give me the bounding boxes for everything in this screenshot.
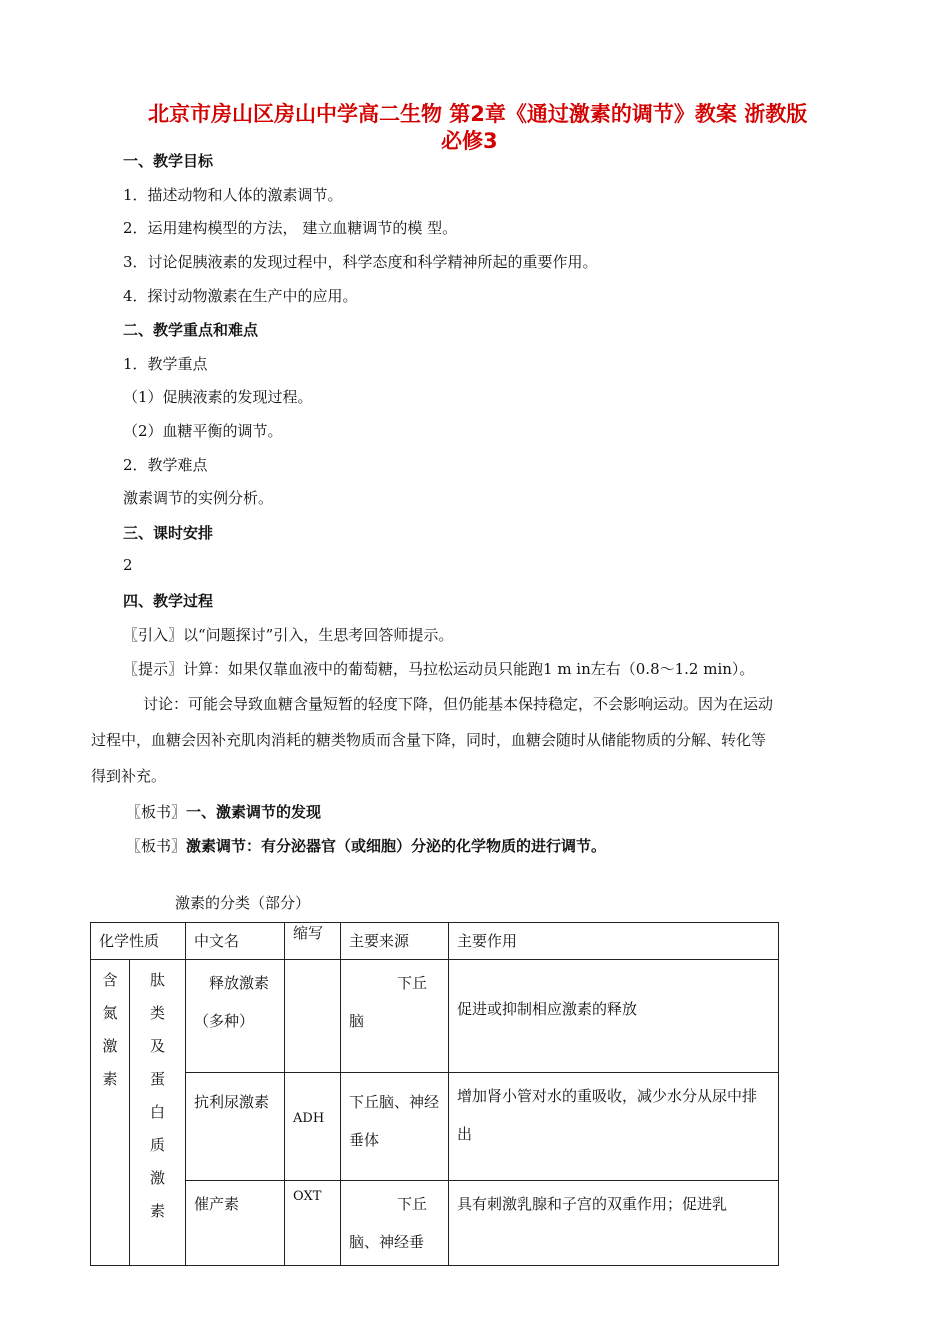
header-abbreviation: 缩写: [293, 924, 324, 942]
board-note-1-prefix: 〖板书〗: [126, 803, 187, 821]
row2-name: 抗利尿激素: [194, 1093, 270, 1111]
group-peptide-protein-hormones: [130, 960, 186, 1266]
table-header-row: [91, 923, 779, 960]
group2-char: 素: [149, 1202, 165, 1220]
group1-char: 素: [102, 1070, 118, 1088]
document-title-line2: 必修3: [441, 129, 498, 153]
row1-effect: 促进或抑制相应激素的释放: [457, 1000, 638, 1018]
row1-source: 下丘脑: [349, 974, 428, 1030]
goal-item-3: 3．讨论促胰液素的发现过程中，科学态度和科学精神所起的重要作用。: [123, 253, 598, 271]
heading-teaching-process: 四、教学过程: [123, 592, 214, 610]
document-title-line1: 北京市房山区房山中学高二生物 第2章《通过激素的调节》教案 浙教版: [148, 102, 808, 126]
row1-name: 释放激素（多种）: [194, 974, 270, 1030]
row2-abbr: ADH: [293, 1111, 325, 1126]
group-nitrogen-hormones: [91, 960, 130, 1266]
row3-effect: 具有刺激乳腺和子宫的双重作用；促进乳: [457, 1195, 728, 1213]
table-row: [91, 960, 779, 1073]
goal-item-1: 1．描述动物和人体的激素调节。: [123, 186, 343, 204]
group2-char: 激: [149, 1169, 165, 1187]
board-note-1: [126, 801, 321, 822]
heading-teaching-goals: 一、教学目标: [123, 152, 214, 170]
header-main-effect: 主要作用: [457, 932, 518, 950]
heading-key-points: 二、教学重点和难点: [123, 321, 259, 339]
group2-char: 质: [149, 1136, 165, 1154]
key-point-label: 1．教学重点: [123, 355, 208, 373]
discussion-line-2: 过程中，血糖会因补充肌肉消耗的糖类物质而含量下降，同时，血糖会随时从储能物质的分解、转化等: [91, 731, 767, 749]
group2-char: 类: [149, 1004, 165, 1022]
row2-effect: 增加肾小管对水的重吸收，减少水分从尿中排出: [457, 1087, 758, 1143]
goal-item-4: 4．探讨动物激素在生产中的应用。: [123, 287, 358, 305]
row3-abbr: OXT: [293, 1189, 322, 1204]
group2-char: 蛋: [149, 1070, 165, 1088]
board-note-1-text: 一、激素调节的发现: [186, 803, 322, 821]
goal-item-2: 2．运用建构模型的方法， 建立血糖调节的模 型。: [123, 219, 458, 237]
group2-char: 肽: [149, 971, 165, 989]
table-row: [91, 1181, 779, 1266]
board-note-2-text: 激素调节：有分泌器官（或细胞）分泌的化学物质的进行调节。: [186, 837, 607, 855]
table-caption: 激素的分类（部分）: [175, 894, 311, 912]
header-chinese-name: 中文名: [194, 932, 240, 950]
difficulty-label: 2．教学难点: [123, 456, 208, 474]
hormone-classification-table: [90, 922, 779, 1266]
intro-paragraph: 〖引入〗以“问题探讨”引入，生思考回答师提示。: [123, 626, 454, 644]
group1-char: 激: [102, 1037, 118, 1055]
discussion-line-1: 讨论：可能会导致血糖含量短暂的轻度下降，但仍能基本保持稳定，不会影响运动。因为在运动: [143, 695, 774, 713]
discussion-line-3: 得到补充。: [91, 767, 167, 785]
header-main-source: 主要来源: [349, 932, 410, 950]
board-note-2-prefix: 〖板书〗: [126, 837, 187, 855]
group1-char: 氮: [102, 1004, 118, 1022]
header-chemical-nature: 化学性质: [99, 932, 160, 950]
row3-name: 催产素: [194, 1195, 240, 1213]
group1-char: 含: [102, 971, 118, 989]
group2-char: 白: [149, 1103, 165, 1121]
difficulty-text: 激素调节的实例分析。: [123, 489, 274, 507]
row3-source: 下丘脑、神经垂: [349, 1195, 428, 1251]
heading-schedule: 三、课时安排: [123, 524, 214, 542]
row2-source: 下丘脑、神经垂体: [349, 1093, 440, 1149]
schedule-value: 2: [123, 556, 133, 574]
group2-char: 及: [149, 1037, 165, 1055]
board-note-2: [126, 835, 606, 856]
row1-abbr: [285, 960, 340, 970]
hint-paragraph: 〖提示〗计算：如果仅靠血液中的葡萄糖，马拉松运动员只能跑1 m in左右（0.8～1.2 min）。: [123, 660, 755, 678]
key-point-2: （2）血糖平衡的调节。: [123, 422, 283, 440]
table-row: [91, 1073, 779, 1181]
key-point-1: （1）促胰液素的发现过程。: [123, 388, 313, 406]
